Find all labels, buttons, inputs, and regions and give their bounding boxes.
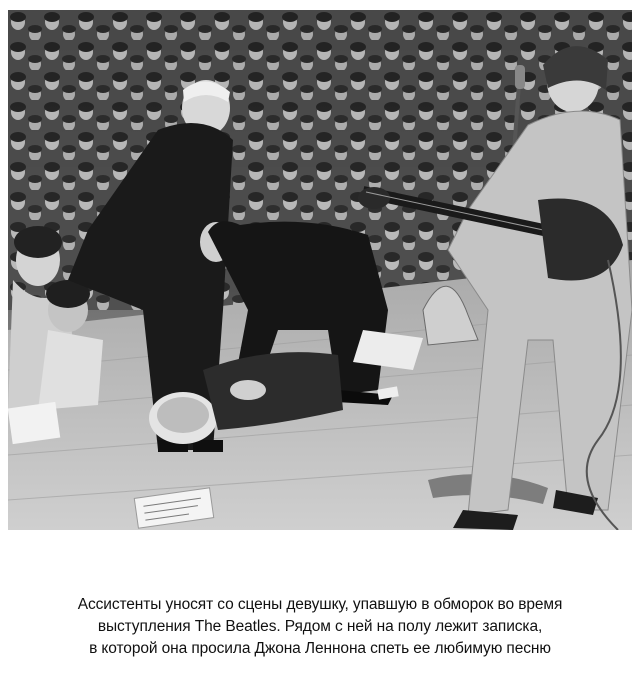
concert-photo (8, 10, 632, 530)
caption-line-3: в которой она просила Джона Леннона спеть ее любимую песню (89, 640, 551, 657)
caption-line-1: Ассистенты уносят со сцены девушку, упавшую в обморок во время (77, 596, 563, 613)
caption-line-2: выступления The Beatles. Рядом с ней на полу лежит записка, (97, 618, 543, 635)
photo-caption (20, 594, 620, 660)
